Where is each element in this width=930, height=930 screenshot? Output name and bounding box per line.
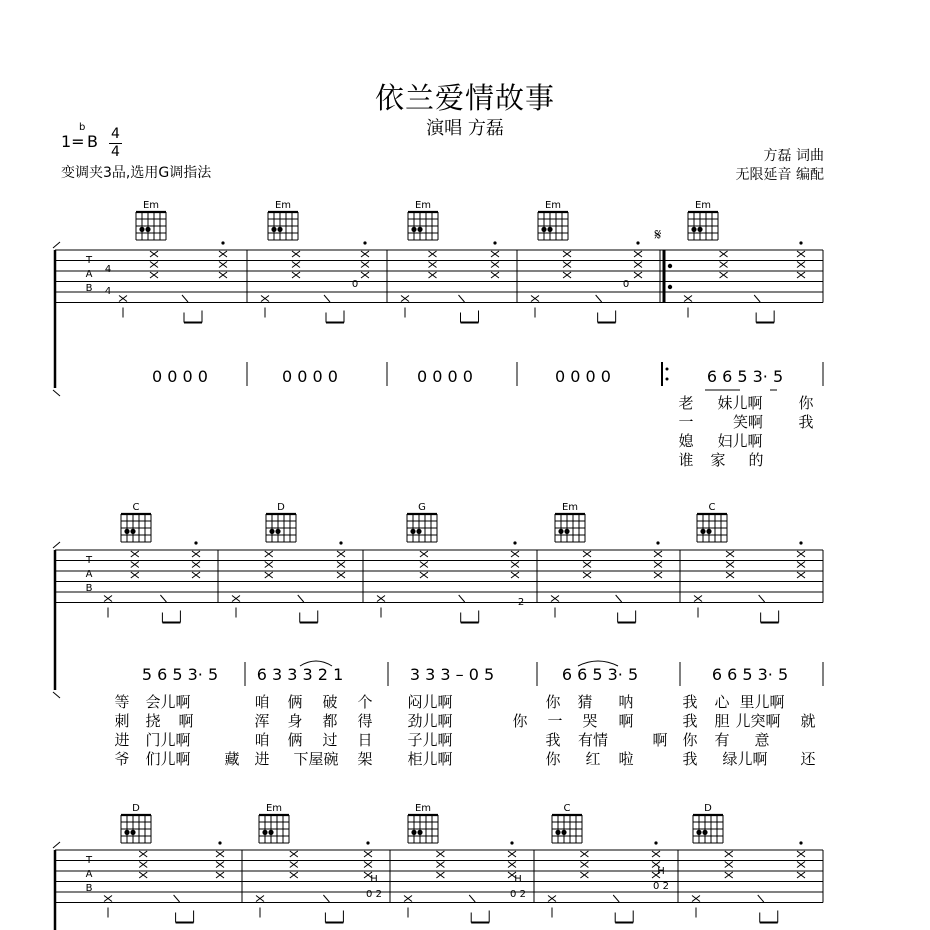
tab-letter-a: A bbox=[85, 269, 93, 280]
lyric-word: 进 bbox=[254, 750, 270, 768]
tab-rest bbox=[182, 295, 188, 302]
chord-diagram bbox=[538, 200, 568, 240]
chord-finger-dot bbox=[561, 830, 566, 835]
notation-measure: 6 6 5 3· 5 bbox=[711, 665, 789, 684]
chord-finger-dot bbox=[555, 830, 560, 835]
lyric-word: 个 bbox=[357, 693, 373, 711]
lyric-word: 妹儿啊 bbox=[717, 394, 763, 412]
notation-measure: 0 0 0 0 bbox=[555, 367, 611, 386]
segno-sign: 𝄋 bbox=[654, 225, 662, 244]
time-signature-top: 4 bbox=[111, 126, 120, 142]
lyric-word: 俩 bbox=[287, 731, 303, 749]
staccato-dot bbox=[799, 841, 802, 844]
chord-diagram bbox=[268, 200, 298, 240]
lyric-word: 咱 bbox=[254, 693, 270, 711]
tab-rest bbox=[174, 895, 180, 902]
chord-finger-dot bbox=[124, 529, 129, 534]
lyric-word: 劲儿啊 bbox=[407, 712, 453, 730]
chord-finger-dot bbox=[411, 227, 416, 232]
tab-time-bottom: 4 bbox=[104, 286, 112, 297]
lyric-word: 妇儿啊 bbox=[717, 432, 763, 450]
lyric-word: 你 bbox=[798, 394, 814, 412]
tab-letter-a: A bbox=[85, 869, 93, 880]
key-flat-sign: b bbox=[79, 122, 86, 133]
tab-rest bbox=[323, 895, 329, 902]
chord-diagram bbox=[688, 200, 718, 240]
system-bracket-cap bbox=[53, 692, 60, 698]
tab-rest bbox=[596, 295, 602, 302]
tab-letter-b: B bbox=[85, 583, 93, 594]
tab-fret-number: 0 2 bbox=[653, 881, 669, 892]
chord-name: Em bbox=[142, 200, 160, 211]
lyric-word: 啦 bbox=[618, 750, 634, 768]
lyric-word: 刺 bbox=[114, 712, 130, 730]
tab-letter-b: B bbox=[85, 283, 93, 294]
lyric-word: 家 bbox=[710, 451, 726, 469]
chord-diagram bbox=[552, 803, 582, 843]
lyric-word: 儿突啊 bbox=[735, 712, 781, 730]
lyric-word: 们儿啊 bbox=[145, 750, 191, 768]
tab-rest bbox=[298, 595, 304, 602]
tab-letter-b: B bbox=[85, 883, 93, 894]
lyric-word: 绿儿啊 bbox=[722, 750, 768, 768]
chord-name: C bbox=[708, 502, 716, 513]
chord-name: D bbox=[277, 502, 285, 513]
tab-letter-t: T bbox=[85, 255, 93, 266]
lyric-word: 日 bbox=[357, 731, 373, 749]
chord-diagram bbox=[407, 502, 437, 542]
lyric-word: 破 bbox=[322, 693, 338, 711]
tab-rest bbox=[160, 595, 166, 602]
repeat-dot bbox=[666, 378, 669, 381]
staccato-dot bbox=[799, 541, 802, 544]
chord-diagram bbox=[697, 502, 727, 542]
lyric-word: 胆 bbox=[714, 712, 730, 730]
lyric-word: 咱 bbox=[254, 731, 270, 749]
lyric-word: 老 bbox=[678, 394, 694, 412]
lyric-word: 藏 bbox=[224, 750, 240, 768]
lyric-word: 你 bbox=[682, 731, 698, 749]
credit-arrangement: 无限延音 编配 bbox=[735, 167, 824, 183]
lyric-word: 谁 bbox=[678, 451, 694, 469]
lyric-word: 哭 bbox=[582, 712, 598, 730]
lyric-word: 身 bbox=[287, 712, 303, 730]
chord-diagram bbox=[121, 502, 151, 542]
staccato-dot bbox=[366, 841, 369, 844]
lyric-word: 有情 bbox=[577, 731, 609, 749]
chord-finger-dot bbox=[691, 227, 696, 232]
chord-name: D bbox=[132, 803, 140, 814]
lyric-word: 笑啊 bbox=[732, 413, 764, 431]
repeat-dot bbox=[668, 264, 672, 268]
chord-finger-dot bbox=[124, 830, 129, 835]
notation-measure: 6 3 3 3 2 1 bbox=[256, 665, 344, 684]
system-bracket-cap bbox=[53, 542, 60, 548]
tab-fret-number: 0 2 bbox=[366, 889, 382, 900]
tab-rest bbox=[324, 295, 330, 302]
lyric-word: 柜儿啊 bbox=[407, 750, 453, 768]
chord-finger-dot bbox=[271, 227, 276, 232]
tab-fret-number: 2 bbox=[517, 597, 525, 608]
chord-finger-dot bbox=[702, 830, 707, 835]
chord-name: Em bbox=[274, 200, 292, 211]
lyric-word: 你 bbox=[545, 750, 561, 768]
song-title: 依兰爱情故事 bbox=[374, 81, 555, 115]
lyric-word: 你 bbox=[512, 712, 528, 730]
chord-finger-dot bbox=[145, 227, 150, 232]
tab-rest bbox=[459, 295, 465, 302]
chord-finger-dot bbox=[269, 529, 274, 534]
chord-finger-dot bbox=[277, 227, 282, 232]
key-signature-note: B bbox=[87, 132, 98, 151]
lyric-word: 俩 bbox=[287, 693, 303, 711]
tab-fret-number: 0 2 bbox=[510, 889, 526, 900]
staccato-dot bbox=[656, 541, 659, 544]
chord-diagram bbox=[408, 200, 438, 240]
lyric-word: 过 bbox=[322, 731, 338, 749]
tab-rest bbox=[759, 595, 765, 602]
lyric-word: 门儿啊 bbox=[145, 731, 191, 749]
staccato-dot bbox=[363, 241, 366, 244]
lyric-word: 爷 bbox=[114, 750, 130, 768]
chord-finger-dot bbox=[417, 227, 422, 232]
tab-rest bbox=[754, 295, 760, 302]
staccato-dot bbox=[339, 541, 342, 544]
system-bracket-cap bbox=[53, 242, 60, 248]
chord-diagram bbox=[693, 803, 723, 843]
notation-measure: 5 6 5 3· 5 bbox=[141, 665, 219, 684]
chord-name: Em bbox=[414, 803, 432, 814]
lyric-word: 还 bbox=[800, 750, 816, 768]
tab-rest bbox=[616, 595, 622, 602]
chord-diagram bbox=[136, 200, 166, 240]
chord-finger-dot bbox=[262, 830, 267, 835]
chord-finger-dot bbox=[416, 529, 421, 534]
lyric-word: 闷儿啊 bbox=[407, 693, 453, 711]
chord-name: C bbox=[132, 502, 140, 513]
lyric-word: 一 bbox=[678, 413, 694, 431]
chord-finger-dot bbox=[411, 830, 416, 835]
tab-fret-number: 0 bbox=[622, 279, 630, 290]
chord-diagram bbox=[266, 502, 296, 542]
staccato-dot bbox=[654, 841, 657, 844]
lyric-word: 架 bbox=[357, 750, 373, 768]
chord-finger-dot bbox=[706, 529, 711, 534]
notation-measure: 3 3 3 – 0 5 bbox=[409, 665, 495, 684]
staccato-dot bbox=[510, 841, 513, 844]
lyric-word: 子儿啊 bbox=[407, 731, 453, 749]
chord-finger-dot bbox=[130, 529, 135, 534]
chord-finger-dot bbox=[275, 529, 280, 534]
staccato-dot bbox=[194, 541, 197, 544]
chord-diagram bbox=[555, 502, 585, 542]
chord-finger-dot bbox=[139, 227, 144, 232]
tab-hammer-mark: H bbox=[657, 866, 665, 877]
lyric-word: 一 bbox=[547, 712, 563, 730]
chord-finger-dot bbox=[130, 830, 135, 835]
lyric-word: 我 bbox=[798, 413, 814, 431]
tab-fret-number: 0 bbox=[351, 279, 359, 290]
lyric-word: 进 bbox=[114, 731, 130, 749]
tab-rest bbox=[469, 895, 475, 902]
lyric-word: 你 bbox=[545, 693, 561, 711]
staccato-dot bbox=[221, 241, 224, 244]
chord-diagram bbox=[259, 803, 289, 843]
tab-time-top: 4 bbox=[104, 264, 112, 275]
tab-hammer-mark: H bbox=[370, 874, 378, 885]
notation-measure: 6 6 5 3· 5 bbox=[561, 665, 639, 684]
chord-name: Em bbox=[265, 803, 283, 814]
chord-finger-dot bbox=[541, 227, 546, 232]
staccato-dot bbox=[493, 241, 496, 244]
key-signature-prefix: 1= bbox=[61, 132, 85, 151]
lyric-word: 下屋碗 bbox=[293, 750, 339, 768]
notation-measure: 0 0 0 0 bbox=[152, 367, 208, 386]
lyric-word: 挠 bbox=[145, 712, 161, 730]
chord-name: Em bbox=[544, 200, 562, 211]
chord-name: D bbox=[704, 803, 712, 814]
chord-name: G bbox=[418, 502, 426, 513]
lyric-word: 我 bbox=[682, 750, 698, 768]
chord-finger-dot bbox=[564, 529, 569, 534]
chord-name: Em bbox=[561, 502, 579, 513]
staccato-dot bbox=[513, 541, 516, 544]
lyric-word: 浑 bbox=[254, 712, 270, 730]
credit-lyrics-music: 方磊 词曲 bbox=[763, 148, 824, 164]
lyric-word: 会儿啊 bbox=[145, 693, 191, 711]
repeat-dot bbox=[666, 368, 669, 371]
staccato-dot bbox=[799, 241, 802, 244]
system-bracket-cap bbox=[53, 842, 60, 848]
lyric-word: 就 bbox=[800, 712, 816, 730]
lyric-word: 呐 bbox=[618, 693, 634, 711]
lyric-word: 我 bbox=[545, 731, 561, 749]
time-signature-bottom: 4 bbox=[111, 144, 120, 160]
tab-letter-a: A bbox=[85, 569, 93, 580]
chord-finger-dot bbox=[417, 830, 422, 835]
chord-name: Em bbox=[414, 200, 432, 211]
chord-finger-dot bbox=[547, 227, 552, 232]
tab-rest bbox=[459, 595, 465, 602]
notation-measure: 6 6 5 3· 5 bbox=[706, 367, 784, 386]
system-bracket-cap bbox=[53, 390, 60, 396]
lyric-word: 媳 bbox=[678, 432, 694, 450]
notation-measure: 0 0 0 0 bbox=[282, 367, 338, 386]
song-subtitle: 演唱 方磊 bbox=[426, 118, 504, 139]
capo-note: 变调夹3品,选用G调指法 bbox=[61, 165, 212, 181]
lyric-word: 猜 bbox=[577, 693, 593, 711]
tab-letter-t: T bbox=[85, 555, 93, 566]
chord-diagram bbox=[121, 803, 151, 843]
lyric-word: 有 bbox=[714, 731, 730, 749]
chord-finger-dot bbox=[696, 830, 701, 835]
chord-name: Em bbox=[694, 200, 712, 211]
chord-finger-dot bbox=[558, 529, 563, 534]
lyric-word: 啊 bbox=[618, 712, 634, 730]
chord-finger-dot bbox=[697, 227, 702, 232]
lyric-word: 我 bbox=[682, 712, 698, 730]
lyric-word: 得 bbox=[357, 712, 373, 730]
chord-finger-dot bbox=[268, 830, 273, 835]
lyric-word: 等 bbox=[114, 693, 130, 711]
lyric-word: 都 bbox=[322, 712, 338, 730]
tab-hammer-mark: H bbox=[514, 874, 522, 885]
lyric-word: 的 bbox=[748, 451, 764, 469]
chord-name: C bbox=[563, 803, 571, 814]
lyric-word: 意 bbox=[754, 731, 770, 749]
tab-letter-t: T bbox=[85, 855, 93, 866]
staccato-dot bbox=[636, 241, 639, 244]
tab-rest bbox=[758, 895, 764, 902]
tab-rest bbox=[613, 895, 619, 902]
chord-finger-dot bbox=[700, 529, 705, 534]
lyric-word: 我 bbox=[682, 693, 698, 711]
lyric-word: 啊 bbox=[652, 731, 668, 749]
staccato-dot bbox=[218, 841, 221, 844]
chord-finger-dot bbox=[410, 529, 415, 534]
notation-measure: 0 0 0 0 bbox=[417, 367, 473, 386]
chord-diagram bbox=[408, 803, 438, 843]
lyric-word: 啊 bbox=[178, 712, 194, 730]
lyric-word: 心 bbox=[714, 693, 730, 711]
repeat-dot bbox=[668, 285, 672, 289]
lyric-word: 红 bbox=[585, 750, 601, 768]
lyric-word: 里儿啊 bbox=[739, 693, 785, 711]
